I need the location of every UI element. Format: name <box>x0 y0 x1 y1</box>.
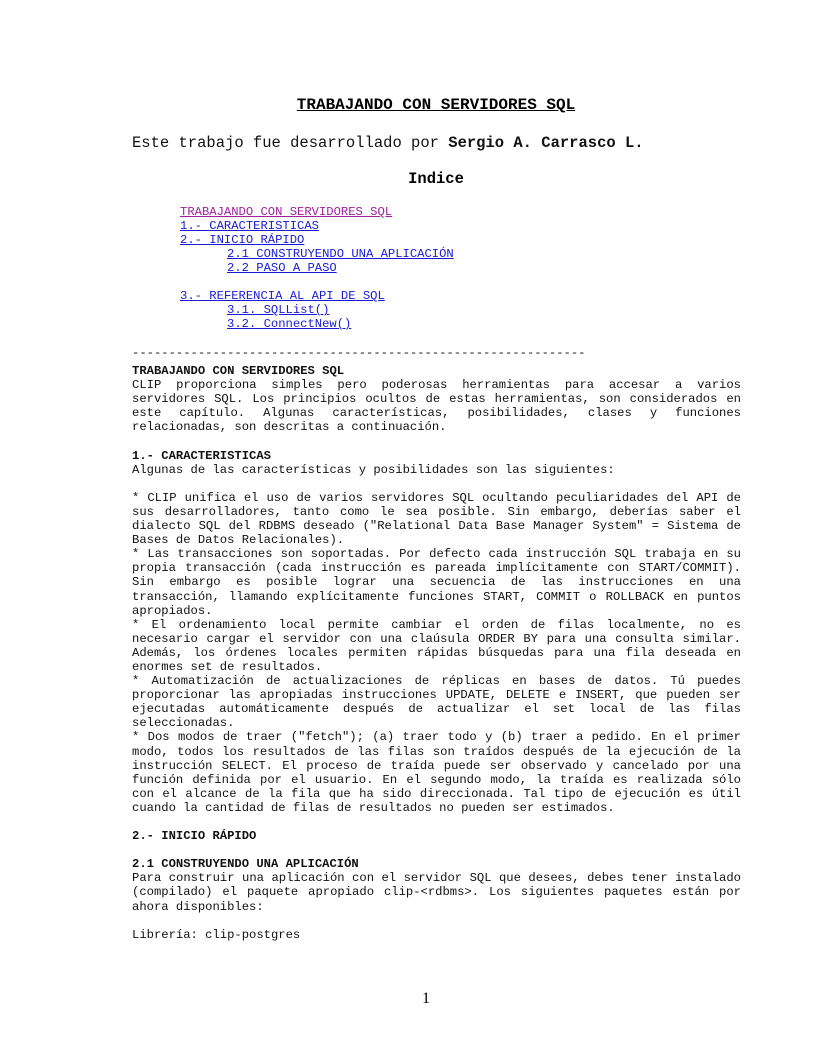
toc-link-trabajando[interactable]: TRABAJANDO CON SERVIDORES SQL <box>180 205 393 219</box>
section-heading-caracteristicas: 1.- CARACTERISTICAS <box>132 448 271 463</box>
author-name: Sergio A. Carrasco L. <box>448 134 644 152</box>
page-number: 1 <box>422 990 430 1007</box>
toc-link-connectnew[interactable]: 3.2. ConnectNew() <box>227 317 352 331</box>
library-line: Librería: clip-postgres <box>132 927 301 942</box>
index-heading: Indice <box>408 170 464 188</box>
section-heading-inicio-rapido: 2.- INICIO RÁPIDO <box>132 829 257 844</box>
toc-spacer <box>180 275 454 289</box>
document-title: TRABAJANDO CON SERVIDORES SQL <box>296 96 576 114</box>
features-intro: Algunas de las características y posibilidades son las siguientes: <box>132 462 615 477</box>
toc-link-paso-a-paso[interactable]: 2.2 PASO A PASO <box>227 261 337 275</box>
author-prefix: Este trabajo fue desarrollado por <box>132 134 449 152</box>
document-body <box>132 364 741 942</box>
toc-link-sqllist[interactable]: 3.1. SQLList() <box>227 303 330 317</box>
feature-item: * Dos modos de traer ("fetch"); (a) traer todo y (b) traer a pedido. En el primer modo, todos los resultados de las filas son traídos después de la ejecución de la instrucción SELECT. El proceso de traída puede ser observado y cancelado por una función definida por el usuario. En el segundo modo, la traída es realizada sólo con el alcance de la fila que ha sido direccionada. Tal tipo de ejecución es útil cuando la cantidad de filas de resultados no pueden ser estimados. <box>132 730 741 815</box>
toc-link-referencia-api[interactable]: 3.- REFERENCIA AL API DE SQL <box>180 289 385 303</box>
feature-item: * El ordenamiento local permite cambiar el orden de filas localmente, no es necesario cargar el servidor con una claúsula ORDER BY para una consulta similar. Además, los órdenes locales permiten rápidas búsquedas para una fila deseada en enormes set de resultados. <box>132 617 741 674</box>
build-paragraph: Para construir una aplicación con el servidor SQL que desees, debes tener instalado (compilado) el paquete apropiado clip-<rdbms>. Los siguientes paquetes están por ahora disponibles: <box>132 871 741 914</box>
toc-link-construyendo[interactable]: 2.1 CONSTRUYENDO UNA APLICACIÓN <box>227 247 454 261</box>
table-of-contents <box>180 205 454 331</box>
feature-item: * Las transacciones son soportadas. Por defecto cada instrucción SQL trabaja en su propia transacción (cada instrucción es pareada implícitamente con START/COMMIT). Sin embargo es posible lograr una secuencia de las instrucciones en una transacción, llamando explícitamente funciones START, COMMIT o ROLLBACK en puntos apropiados. <box>132 547 741 618</box>
separator-line: -------------------------------------------------------------- <box>132 346 586 360</box>
section-heading-trabajando: TRABAJANDO CON SERVIDORES SQL <box>132 364 345 378</box>
toc-link-inicio-rapido[interactable]: 2.- INICIO RÁPIDO <box>180 233 305 247</box>
intro-paragraph: CLIP proporciona simples pero poderosas herramientas para accesar a varios servidores SQL. Los principios ocultos de estas herramientas, son considerados en este capítulo. Algunas características, posibilidades, clases y funciones relacionadas, son descritas a continuación. <box>132 378 741 435</box>
feature-item: * Automatización de actualizaciones de réplicas en bases de datos. Tú puedes proporcionar las apropiadas instrucciones UPDATE, DELETE e INSERT, que pueden ser ejecutadas automáticamente después de actualizar el set local de las filas seleccionadas. <box>132 674 741 731</box>
feature-item: * CLIP unifica el uso de varios servidores SQL ocultando peculiaridades del API de sus desarrolladores, tanto como le sea posible. Sin embargo, deberías saber el dialecto SQL del RDBMS deseado ("Relational Data Base Manager System" = Sistema de Bases de Datos Relacionales). <box>132 490 741 548</box>
author-line <box>132 134 644 152</box>
toc-link-caracteristicas[interactable]: 1.- CARACTERISTICAS <box>180 219 319 233</box>
section-heading-construyendo: 2.1 CONSTRUYENDO UNA APLICACIÓN <box>132 857 359 872</box>
